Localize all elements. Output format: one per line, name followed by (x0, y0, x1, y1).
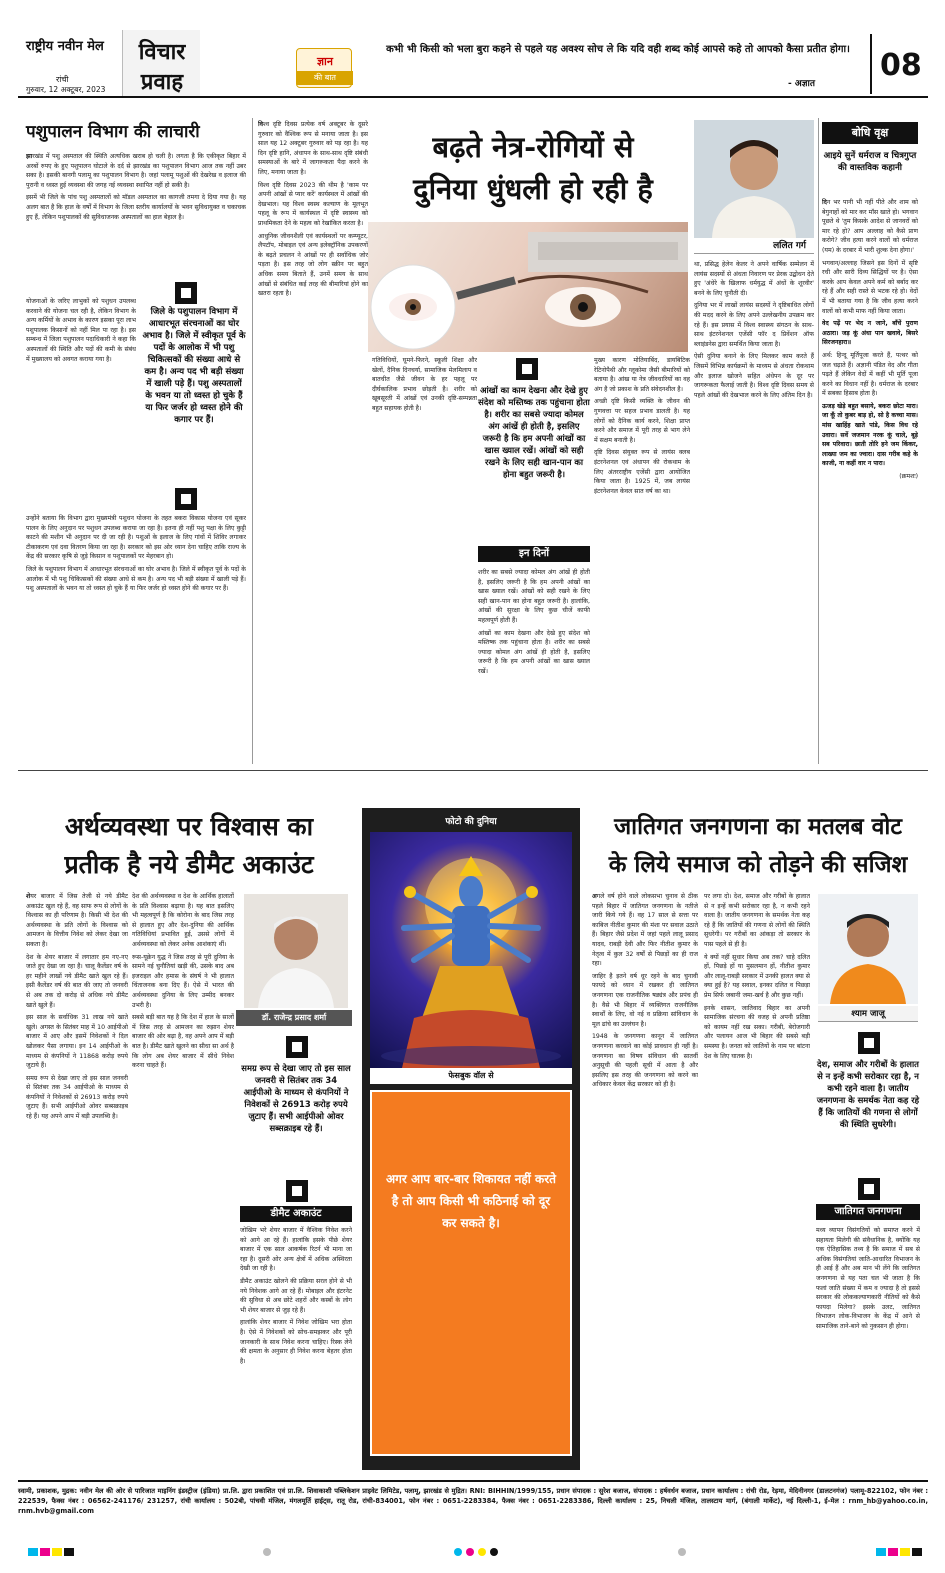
print-color-bar (18, 1546, 928, 1558)
demat-headline-line2: प्रतीक है नये डीमैट अकाउंट (64, 850, 314, 879)
editorial-pullquote: जिले के पशुपालन विभाग में आधारभूत संरचनाओं का घोर अभाव है। जिले में स्वीकृत पूर्व के पदों के आलोक में भी पशु चिकित्सकों की संख्या आधे से कम है। अन्य पद भी बड़ी संख्या में खाली पड़े हैं। पशु अस्पतालों के भवन या तो ध्वस्त हो चुके हैं या फिर जर्जर हो ध्वस्त होने की कगार पर हैं। (142, 307, 246, 425)
editorial-para-1: झारखंड में पशु अस्पताल की स्थिति अत्यधिक खराब हो चली है। लगता है कि एकीकृत बिहार में अरबों रुपए के हुए पशुपालन घोटाले के दर्द से झारखंड का पशुपालन विभाग आज तक नहीं उबर सका है। इसकी बानगी पलामू का पशुपालन विभाग है। जहां पलामू पशुओं की देखरेख व इलाज की पुरानी व ध्वस्त हुई व्यवस्था की जगह नई व्यवस्था स्थापित नहीं हो सकी है। (26, 153, 246, 189)
eye-col1-para-2: विश्व दृष्टि दिवस 2023 की थीम है 'काम पर अपनी आंखों से प्यार करें' कार्यस्थल में आंखों की देखभाल। यह विश्व स्वस्थ कल्याण के मूलभूत पहलू के रूप में कार्यस्थल में दृष्टि स्वास्थ्य को प्राथमिकता देने के महत्व को रेखांकित करता है। (258, 181, 368, 227)
imprint-text: स्वामी, प्रकाशक, मुद्रक: नवीन मेल की ओर से पारिजात माइनिंग इंडस्ट्रीज (इंडिया) प्रा.लि. द्वारा प्रकाशित एवं प्रा.लि. शिवाकाशी पब्लिकेशन प्राइवेट लिमिटेड, पलामू, झारखंड से मुद्रित। RNI: BIHHIN/1999/155, प्रधान संपादक : सुरेश बजाज, संपादक : हर्षवर्धन बजाज, प्रधान कार्यालय : रांची रोड, रेड़मा, मेदिनीनगर (डालटनगंज) पलामू-822102, फोन नंबर : 222539, फैक्स नंबर : 06562-241176/ 231257, रांची कार्यालय : 502बी, पांचवी मंजिल, मंगलमूर्ति हाईट्स, रातू रोड, रांची-834001, फोन नंबर : 0651-2283384, फैक्स नंबर : 0651-2283386, दिल्ली कार्यालय : 25, निचली मंजिल, तालस्टाय मार्ग, (बंगाली मार्केट), नई दिल्ली-1, ई-मेल : rnm_hb@yahoo.co.in, rnm.hvb@gmail.com (18, 1487, 928, 1515)
author-name-rajendra: डॉ. राजेन्द्र प्रसाद शर्मा (236, 1010, 352, 1026)
demat-headline (24, 808, 354, 884)
section-tag-in-dinon: इन दिनों (478, 546, 590, 562)
demat-headline-line1: अर्थव्यवस्था पर विश्वास का (64, 812, 314, 841)
section-tag-demat: डीमैट अकाउंट (240, 1206, 352, 1222)
column-rule (818, 118, 819, 764)
demat-col2-para-2: रूस-यूक्रेन युद्ध ने जिस तरह से पूरी दुनिया के सामने नई चुनौतियां खड़ी की, उसके बाद अब इजराइल और हमास के संघर्ष ने भी हालात चिंताजनक बना दिए हैं। ऐसे में भारत की अर्थव्यवस्था दुनिया के लिए उम्मीद बनकर उभरी है। (132, 953, 234, 1009)
demat-pullquote: समग्र रूप से देखा जाए तो इस साल जनवरी से सितंबर तक 34 आईपीओ के माध्यम से कंपनियों ने निवेशकों से 26913 करोड़ रुपये जुटाए हैं। सभी आईपीओ ओवर सब्सक्राइब रहे हैं। (241, 1063, 351, 1133)
black-swatch (64, 1548, 74, 1556)
author-name-shyam: श्याम जाजू (818, 1006, 918, 1022)
city: रांची (56, 75, 69, 84)
demat-col3-para-3: हालांकि शेयर बाजार में निवेश जोखिम भरा होता है। ऐसे में निवेशकों को सोच-समझकर और पूरी जानकारी के साथ निवेश करना चाहिए। रिस्क लेने की क्षमता के अनुसार ही निवेश करना बेहतर होता है। (240, 1319, 352, 1365)
eye-article-col1 (258, 120, 368, 764)
quote-author: - अज्ञात (788, 79, 815, 89)
demat-col3 (240, 1226, 352, 1470)
eye-headline-line2: दुनिया धुंधली हो रही है (413, 172, 653, 206)
deity-illustration (370, 832, 572, 1068)
eye-col2-para-3: शरीर का सबसे ज्यादा कोमल अंग आंखें ही होती है, इसलिए जरूरी है कि हम अपनी आंखों का खास ख्याल रखें। आंखों को सही रखने के लिए सही खान-पान का होना बहुत जरूरी है। हालांकि, आंखों की सुरक्षा के लिए कुछ चीजें काफी महत्वपूर्ण होती हैं। (478, 569, 590, 624)
bodh-para-2: भगवान/अल्लाह जिसने इस दिनों में सृष्टि रची और सारी दिव्य सिद्धियों पर है। ऐसा करके आप केवल अपने कर्म को बर्बाद कर रहे हैं और सही रास्ते से भटक रहे हो। वेदों में भी बताया गया है कि जीव हत्या करने वालों को कभी माफ नहीं किया जाता। (822, 259, 918, 315)
demat-col1-para-1: शेयर बाजार में जिस तेजी से नये डीमैट अकाउंट खुल रहे हैं, वह साफ रूप से लोगों के विश्वास का ही परिणाम है। किसी भी देश की अर्थव्यवस्था के प्रति लोगों के विश्वास को आमजन के वित्तीय निवेश को लेकर देखा जा सकता है। (26, 893, 128, 948)
magenta-dot (466, 1548, 474, 1556)
section-name-line1: विचार (138, 39, 186, 65)
editorial-para-3: इसमें भी जिले के पांच पशु अस्पतालों को मॉडल अस्पताल का कागजी तमगा दे दिया गया है। यह अलग बात है कि हाल के वर्षों में विभाग के जिला स्तरीय कार्यालयों के भवन सुविधायुक्त व चकाचक हुए हैं, लेकिन पशुपालकों की सुविधाजनक अस्पतालों का हाल बेहाल है। (26, 194, 246, 221)
photo-credit: फेसबुक वॉल से (370, 1068, 572, 1084)
caste-headline-line1: जातिगत जनगणना का मतलब वोट (614, 813, 902, 840)
devotional-photo (370, 832, 572, 1068)
issue-date: गुरुवार, 12 अक्टूबर, 2023 (26, 85, 106, 94)
caste-headline-line2: के लिये समाज को तोड़ने की सजिश (608, 851, 908, 878)
message-text: अगर आप बार-बार शिकायत नहीं करते है तो आप किसी भी कठिनाई को दूर कर सकते है। (385, 1172, 556, 1230)
eye-article-col2 (372, 356, 477, 764)
eye-article-col4 (694, 260, 814, 764)
editorial-para-2: जिले के पशुपालन विभाग में आधारभूत संरचनाओं का घोर अभाव है। जिले में स्वीकृत पूर्व के पदों के आलोक में भी पशु चिकित्सकों की संख्या आधे से कम है। अन्य पद भी बड़ी संख्या में खाली पड़े हैं। पशु अस्पतालों के भवन या तो ध्वस्त हो चुके हैं या फिर जर्जर हो ध्वस्त होने की कगार पर हैं। (26, 565, 246, 593)
section-divider (18, 770, 928, 771)
bodh-credit: (क्रमशः) (899, 473, 918, 481)
author-photo-lalit (694, 120, 814, 238)
caste-col1-para-2: जाहिर है इतने वर्ष धूर रहने के बाद चुनावी फायदे को ध्यान में रखकर ही जातिगत जनगणना एक राजनीतिक षड्यंत्र और प्रपंच ही है। वैसे भी बिहार में व्यक्तिगत राजनीतिक स्वार्थों के लिए, वो नई व प्रक्रिया सांविधान के मूल ढांचे का उल्लंघन है। (592, 972, 698, 1028)
section-tag-jatigat: जातिगत जनगणना (816, 1204, 920, 1220)
caste-col1-para-1: अगले वर्ष होने वाले लोकसभा चुनाव से ठीक पहले बिहार में जातिगत जनगणना के नतीजे जारी किये गये हैं। वह 17 साल से सत्ता पर काबिज नीतीश कुमार की मंशा पर सवाल उठाते हैं। बिहार जैसे प्रदेश में जहां पहले लालू प्रसाद यादव, राबड़ी देवी और फिर नीतीश कुमार के नेतृत्व में कुल 32 वर्षों से पिछड़ों का ही राज रहा। (592, 893, 698, 968)
caste-pullquote: देश, समाज और गरीबों के हालात से न इन्हें कभी सरोकार रहा है, न कभी रहने वाला है। जातीय जनगणना के समर्थक नेता कह रहे हैं कि जातियों की गणना से लोगों की स्थिति सुधरेगी। (816, 1059, 920, 1129)
bodh-verse-2: ऊजड़ खेड़े बहुत बसाये, बकरा छोटा मारा। जा कूँ तो कुबर बाड़ हो, सो है कच्चा मास। मांस खाहिंह खाते पांडे, किस विध रहे उवारा। सर्वे जजमान नरक कूं चाले, बूड़े सब परिवारा। छाती तोरि हने जम किंकर, लाख्या जम का ज्वारा। दास गरीब कहे के काजी, ना कहीं वार न पारा। (822, 402, 918, 468)
caste-col2-para-1: पर लगा दो। देश, समाज और गरीबों के हालात से न इन्हें कभी सरोकार रहा है, न कभी रहने वाला है। जातीय जनगणना के समर्थक नेता कह रहे हैं कि जातियों की गणना से लोगों की स्थिति सुधरेगी। पर गरीबों का आंकड़ा तो सरकार के पास पहले से ही है। (704, 893, 810, 948)
bodh-para-1: दिन भर पानी भी नहीं पीते और शाम को बेगुनाहों को मार कर मॉस खाते हो। भगवान पूछते थे 'तुम किसके आदेश से जानवरों को मार रहे हो? आप अल्लाह को कैसे प्राण करोगे? जीव हत्या करने वालों को धर्मराज (यम) के दरबार में भारी शुल्क देना होगा।' (822, 199, 918, 254)
editorial-body-bottom (26, 514, 246, 764)
eye-col3-para-1: मुख्य कारण मोतियाबिंद, डायबिटिक रेटिनोपैथी और ग्लूकोमा जैसी बीमारियों को बताया है। आंख या नेत्र जीवधारियों का वह अंग है जो प्रकाश के प्रति संवेदनशील है। (594, 357, 690, 393)
demat-col3-para-1: जोखिम भरे शेयर बाजार में वैश्विक निवेश करने को आगे आ रहे हैं। हालांकि इसके पीछे शेयर बाजार में एक साल आकर्षक रिटर्न भी माना जा रहा है। दूसरी ओर अन्य क्षेत्रों में अधिक अस्थिरता देखी जा रही है। (240, 1227, 352, 1273)
author-portrait-icon (244, 894, 348, 1008)
pullquote-marker-icon (286, 1180, 308, 1202)
bodh-verse-1: वेद पढ़ें पर भेद न जाने, बाँचें पुराण अठारा। जड़ कूं अंधा पान खवावे, बिसरे सिरजनहारा॥ (822, 320, 918, 347)
author-portrait-icon (818, 894, 918, 1004)
gyan-ki-baat-badge (296, 48, 352, 88)
gyan-badge-line2: की बात (297, 71, 353, 85)
demat-col1 (26, 892, 128, 1470)
demat-col2-para-1: देश की अर्थव्यवस्था व देश के आर्थिक हालातों के प्रति विश्वास बढ़ाया है। यह बात इसलिए भी महत्वपूर्ण है कि कोरोना के बाद जिस तरह से हालात हुए और देश-दुनिया की आर्थिक गतिविधियां प्रभावित हुई, उससे लोगों में अर्थव्यवस्था को लेकर अनेक आशंकाएं थीं। (132, 893, 234, 948)
caste-col1 (592, 892, 698, 1470)
page-number-box (870, 34, 928, 94)
register-dot (678, 1548, 686, 1556)
editorial-body-top (26, 152, 246, 297)
eye-col4-para-2: दुनिया भर में लाखों लायंस सदस्यों ने दृष्टिबाधित लोगों की मदद करने के लिए अपने उल्लेखनीय उपक्रम कर रहे हैं। इस प्रयास में विश्व स्वास्थ्य संगठन के साथ-साथ इंटरनेशनल एजेंसी फॉर द प्रिवेंशन ऑफ ब्लाइंडनेस द्वारा समर्थित किया जाता है। (694, 302, 814, 348)
pullquote-marker-icon (516, 358, 538, 380)
editorial-para-5: उन्होंने बताया कि विभाग द्वारा मुख्यमंत्री पशुधन योजना के तहत बकरा विकास योजना एवं सूकर पालन के लिए अनुदान पर पशुधन उपलब्ध कराया जा रहा है। इतना ही नहीं पशु पक्षा के लिए कुट्टी काटने की मशीन भी अनुदान पर दी जा रही है। पशुओं के इलाज के लिए गांवों में शिविर लगाकर टीकाकरण एवं दवा वितरण किया जा रहा है। सरकार को इस ओर ध्यान देना चाहिए ताकि राज्य के केंद्र की सरकार कृषि से जुड़े किसान व पशुपालकों पर मेहरबान हो। (26, 515, 246, 561)
caste-col3 (816, 1226, 920, 1470)
bodh-para-3: अर्थ: हिन्दू मूर्तिपूजा करते हैं, पत्थर को जल चढ़ाते हैं। अज्ञानी पंडित वेद और गीता पढ़ते हैं लेकिन वेदों में कहीं भी मूर्ति पूजा करने का विधान नहीं है। धर्मराज के दरबार में सबका हिसाब होता है। (822, 351, 918, 398)
caste-col2-para-3: इनके शासन, जातिवाद बिहार का अपनी सामाजिक संरचना की वजह से अपनी प्रतिष्ठा को कायम नहीं रख सका। गरीबी, बेरोजगारी और पलायन आज भी बिहार की सबसे बड़ी समस्या है। जनता को जातियों के नाम पर बांटना देश के लिए घातक है। (704, 1004, 810, 1060)
eye-col3-para-2: अच्छी दृष्टि किसी व्यक्ति के जीवन की गुणवत्ता पर सहज प्रभाव डालती है। यह लोगों को दैनिक कार्य करने, शिक्षा प्राप्त करने और समाज में पूरी तरह से भाग लेने में सक्षम बनाती है। (594, 398, 690, 444)
register-dot (263, 1548, 271, 1556)
yellow-swatch (900, 1548, 910, 1556)
demat-col1-para-3: इस साल के सर्वाधिक 31 लाख नये खाते खुले। अगस्त के सितंबर माह में 10 आईपीओ बाजार में आए और इसमें निवेशकों ने दिल खोलकर पैसा लगाया। इन 14 आईपीओ के माध्यम से कंपनियों ने 11868 करोड़ रुपये जुटाये हैं। (26, 1014, 128, 1070)
section-name-box (122, 30, 200, 96)
eye-exam-photo (368, 222, 688, 352)
author-photo-shyam (818, 894, 918, 1004)
bodh-vriksh-body (822, 198, 918, 764)
eye-col1-para-3: आधुनिक जीवनशैली एवं कार्यस्थलों पर कम्प्यूटर, लैपटॉप, मोबाइल एवं अन्य इलेक्ट्रॉनिक उपकरणों के बढ़ते प्रचलन ने आंखों पर ही सर्वाधिक जोर पड़ता है। इस तरह जो लोग स्क्रीन पर बहुत अधिक समय बिताते हैं, उनमें समय के साथ आंखों से संबंधित कई तरह की बीमारियां होने का खतरा रहता है। (258, 232, 368, 298)
pullquote-marker-icon (858, 1178, 880, 1200)
eye-article-col3 (594, 356, 690, 764)
eye-article-col2b (478, 568, 590, 764)
bodh-vriksh-headline: आइये सुनें धर्मराज व चित्रगुप्त की वास्तविक कहानी (823, 151, 917, 173)
pullquote-marker-icon (286, 1036, 308, 1058)
cyan-swatch (876, 1548, 886, 1556)
eye-col1-para-1: विश्व दृष्टि दिवस प्रत्येक वर्ष अक्टूबर के दूसरे गुरुवार को वैश्विक रूप से मनाया जाता है। इस साल यह 12 अक्टूबर गुरुवार को पड़ रहा है। यह दिन दृष्टि हानि, अंधापन के साथ-साथ दृष्टि संबंधी समस्याओं के बारे में जागरूकता पैदा करने के लिए, मनाया जाता है। (258, 121, 368, 176)
editorial-para-4: योजनाओं के जरिए लाभुकों को पशुधन उपलब्ध करवाने की योजना चल रही है, लेकिन विभाग के अन्य कर्मियों के अभाव के कारण इसका पूरा लाभ पशुपालक किसानों को नहीं मिल पा रहा है। इस सम्बन्ध में जिला पशुपालन पदाधिकारी ने कहा कि अस्पतालों की स्थिति और पदों की कमी के संबंध में मुख्यालय को अवगत कराया गया है। (26, 298, 136, 363)
pullquote-marker-icon (858, 1032, 880, 1054)
masthead (18, 30, 928, 98)
gyan-badge-line1: ज्ञान (316, 55, 333, 68)
author-name-lalit: ललित गर्ग (694, 238, 814, 254)
eye-headline (378, 126, 688, 210)
yellow-dot (478, 1548, 486, 1556)
caste-col1-para-3: 1948 के जनगणना कानून में जातिगत जनगणना करवाने का कोई प्रावधान ही नहीं है। जनगणना का विषय संविधान की सातवीं अनुसूची की पहली सूची में आता है और इसलिए इस तरह की जनगणना को करने का अधिकार केवल केंद्र सरकार को ही है। (592, 1033, 698, 1089)
caste-col2 (704, 892, 810, 1470)
demat-col1-para-4: समग्र रूप से देखा जाए तो इस साल जनवरी से सितंबर तक 34 आईपीओ के माध्यम से कंपनियों ने निवेशकों से 26913 करोड़ रुपये जुटाए हैं। सभी आईपीओ ओवर सब्सक्राइब रहे हैं। यह अपने आप में बड़ी उपलब्धि है। (26, 1074, 128, 1121)
eye-pullquote: आंखों का काम देखना और देखे हुए संदेश को मस्तिष्क तक पहुंचाना होता है। शरीर का सबसे ज्यादा कोमल अंग आंखें ही होती है, इसलिए जरूरी है कि हम अपनी आंखों का खास ख्याल रखें। आंखों को सही रखने के लिए सही खान-पान का होना बहुत जरूरी है। (478, 385, 590, 479)
magenta-swatch (888, 1548, 898, 1556)
photo-feature-panel (362, 808, 580, 1470)
imprint-footer (18, 1480, 928, 1540)
eye-col2-para-1: गतिविधियों, घूमने-फिरने, स्कूली शिक्षा और खेलों, दैनिक दिनचर्या, सामाजिक मेलमिलाप व बातचीत जैसे जीवन के हर पहलू पर दीर्घकालिक प्रभाव छोड़ती है। शरीर को खूबसूरती में आंखों एवं उनकी दृष्टि-सम्पन्नता बहुत सहायक होती है। (372, 357, 477, 412)
editorial-body-mid (26, 297, 136, 497)
page-number: 08 (880, 48, 922, 83)
demat-col3-para-2: डीमैट अकाउंट खोलने की प्रक्रिया सरल होने से भी नये निवेशक आगे आ रहे हैं। मोबाइल और इंटरनेट की सुविधा से अब छोटे शहरों और कस्बों के लोग भी शेयर बाजार से जुड़ रहे हैं। (240, 1277, 352, 1314)
author-portrait-icon (694, 120, 814, 238)
quote-of-day: कभी भी किसी को भला बुरा कहने से पहले यह अवश्य सोच ले कि यदि वही शब्द कोई आपसे कहे तो आपको कैसा प्रतीत होगा। (386, 44, 850, 55)
eye-col2-para-2: आंखों का काम देखना और देखे हुए संदेश को मस्तिष्क तक पहुंचाना होता है। शरीर का सबसे ज्यादा कोमल अंग आंखें ही होती है, इसलिए जरूरी है कि हम अपनी आंखों का खास ख्याल रखें। (478, 629, 590, 675)
demat-col1-para-2: देश के शेयर बाजार में लगातार हम नए-नए जाते हुए देखा जा रहा है। चालू कैलेंडर वर्ष के हर महीने लाखों नये डीमैट खाते खुल रहे हैं। इसी कैलेंडर वर्ष की बात की जाए तो जनवरी से अब तक दो करोड़ से अधिक नये डीमैट खाते खुले हैं। (26, 953, 128, 1009)
author-photo-rajendra (244, 894, 348, 1008)
black-swatch (912, 1548, 922, 1556)
caste-col2-para-2: ये क्यों नहीं सुधार किया अब तक? चाहे दलित हों, पिछड़े हों या मुसलमान हों, नीतीश कुमार और लालू-राबड़ी सरकार में उनकी हालत क्या से क्या हुई है? यह सवाल, इनका दलित व पिछड़ा प्रेम सिर्फ जबानी जमा-खर्च है और कुछ नहीं। (704, 953, 810, 999)
bodh-vriksh-label: बोधि वृक्ष (822, 122, 918, 144)
cyan-dot (454, 1548, 462, 1556)
pullquote-marker-icon (175, 488, 197, 510)
black-dot (490, 1548, 498, 1556)
demat-col2 (132, 892, 234, 1470)
editorial-headline: पशुपालन विभाग की लाचारी (26, 122, 200, 142)
eye-exam-illustration (368, 222, 688, 352)
caste-headline (592, 808, 924, 884)
yellow-swatch (52, 1548, 62, 1556)
paper-name: राष्ट्रीय नवीन मेल (26, 39, 104, 54)
photo-feature-label: फोटो की दुनिया (445, 817, 497, 827)
section-name-line2: प्रवाह (140, 69, 184, 95)
message-box (370, 1090, 572, 1456)
eye-col4-para-3: ऐसी दुनिया बनाने के लिए मिलकर काम करते हैं जिसमें विभिन्न कार्यक्रमों के माध्यम से अंधता रोकथाम और इलाज खोजने सहित अंधेपन के दूर पर जागरूकता फैलाई जाती है। विश्व दृष्टि दिवस समय से पहले आंखों की देखभाल करने के लिए अंतिम दिन है। (694, 353, 814, 399)
caste-col3-para-1: मध्य व्यापन विसंगतियों को समाप्त करने में सहायता मिलेगी की संवैधानिक है, क्योंकि यह एक ऐतिहासिक तथ्य है कि समाज में सब से अधिक विसंगतियां जाति-आधारित विभाजन के ही आई हैं और अब मान भी लेंगे कि जातिगत जनगणना से यह पता चल भी जाता है कि फलां जाति संख्या में कम व ज्यादा है तो इससे सरकार की लोककल्याणकारी नीतियों को कैसे फायदा मिलेगा? इसके उलट, जातिगत विभाजन लोक-विभाजन के केंद्र में आने से सामाजिक ताने-बाने को नुकसान ही होगा। (816, 1227, 920, 1330)
eye-headline-line1: बढ़ते नेत्र-रोगियों से (432, 130, 634, 164)
column-rule (252, 118, 253, 764)
eye-col4-para-1: था, प्रसिद्ध हेलेन केलर ने अपने वार्षिक सम्मेलन में लायंस सदस्यों से अंधता निवारण पर प्रेरक उद्बोधन देते हुए 'अंधेरे के खिलाफ धर्मयुद्ध में अंधों के शूरवीर' बनने के लिए चुनौती दी। (694, 261, 814, 297)
pullquote-marker-icon (175, 282, 197, 304)
demat-col2-para-3: सबसे बड़ी बात यह है कि देश में हाल के सालों में जिस तरह से आमजन का रुझान शेयर बाजार की ओर बढ़ा है, वह अपने आप में बड़ी बात है। डीमैट खाते खुलने का सीधा सा अर्थ है कि लोग अब शेयर बाजार में सीधे निवेश करना चाहते हैं। (132, 1014, 234, 1070)
eye-col3-para-3: दृष्टि दिवस संयुक्त रूप से लायंस क्लब इंटरनेशनल एवं अंधापन की रोकथाम के लिए अंतरराष्ट्रीय एजेंसी द्वारा आयोजित किया जाता है। 1925 में, जब लायंस इंटरनेशनल केवल सात वर्ष का था। (594, 449, 690, 495)
cyan-swatch (28, 1548, 38, 1556)
magenta-swatch (40, 1548, 50, 1556)
